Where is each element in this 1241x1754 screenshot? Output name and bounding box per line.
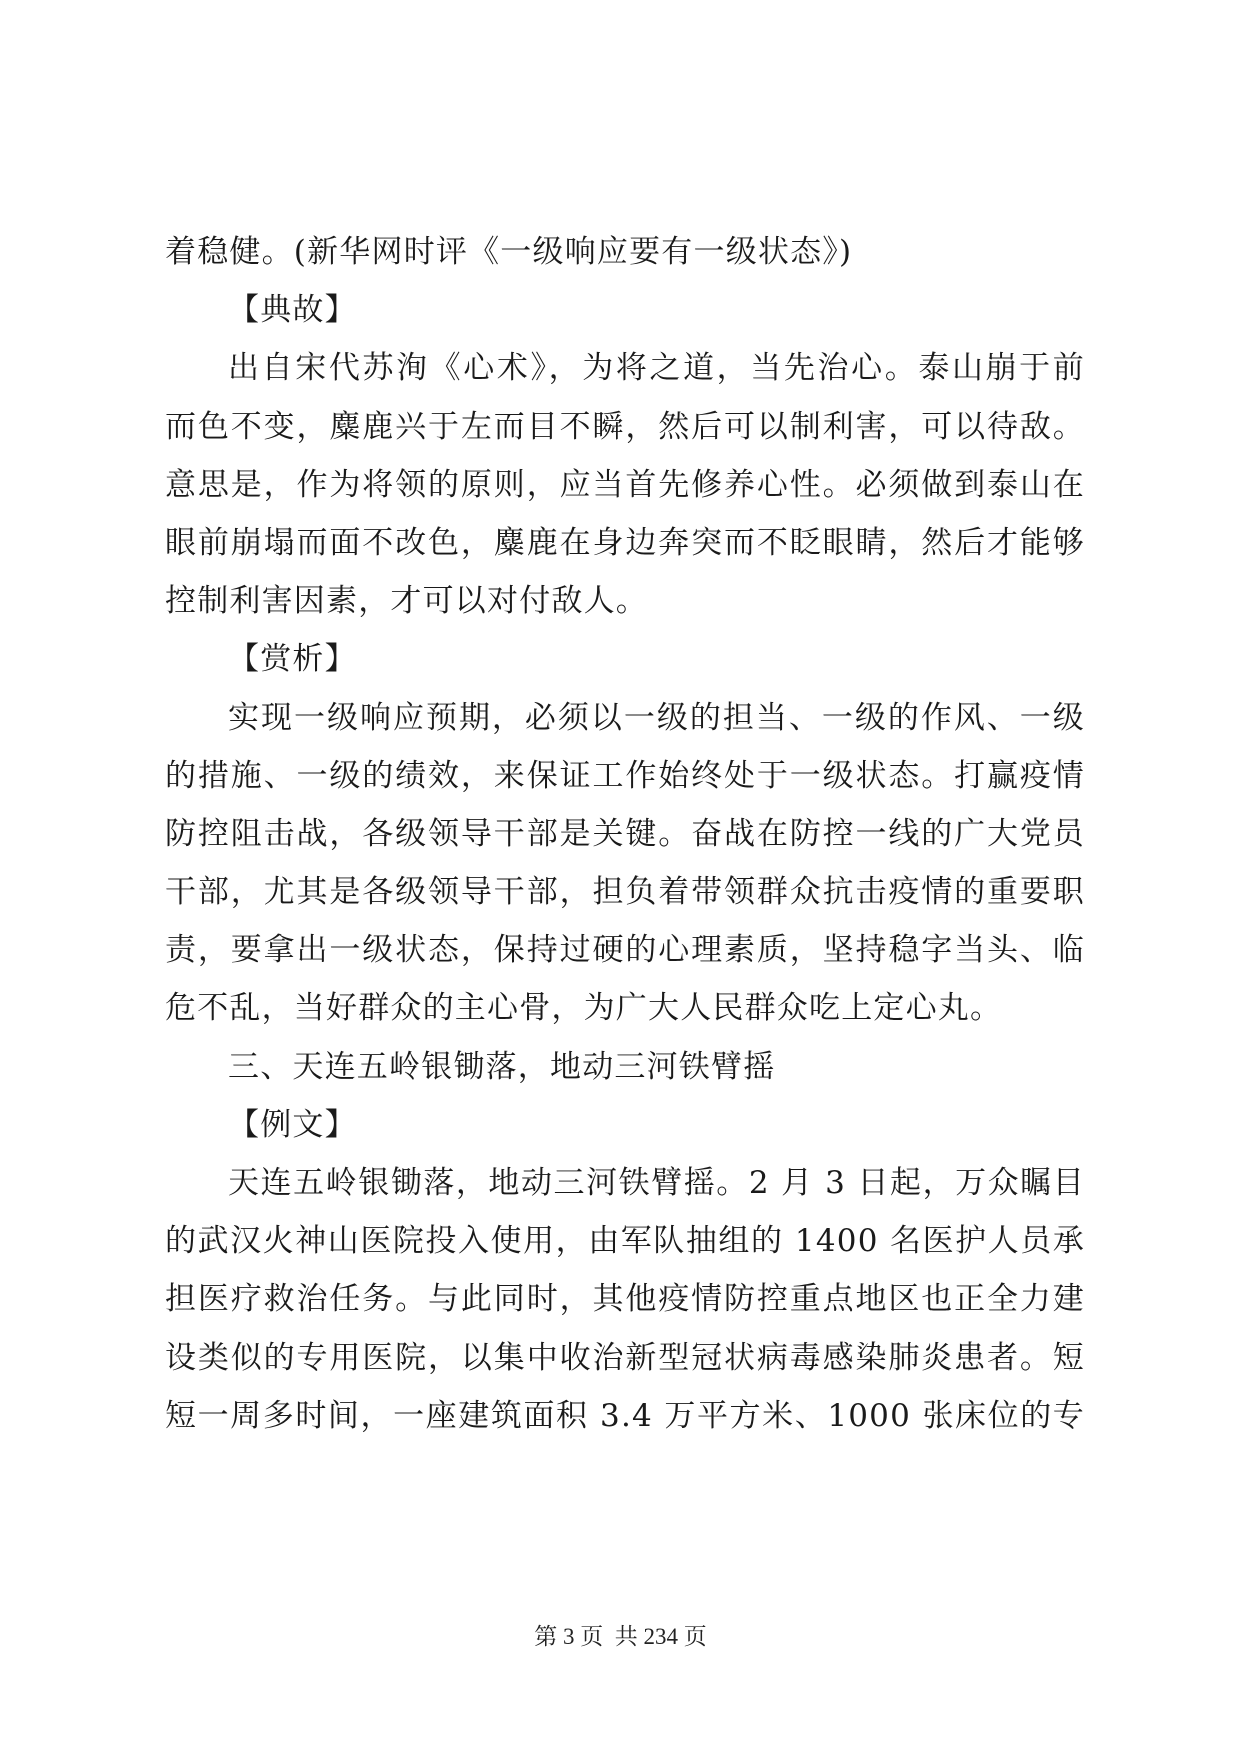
body-text-line: 意思是，作为将领的原则，应当首先修养心性。必须做到泰山在 (165, 466, 1085, 503)
body-text-line: 着稳健。(新华网时评《一级响应要有一级状态》) (165, 234, 853, 270)
body-text-line: 而色不变，麋鹿兴于左而目不瞬，然后可以制利害，可以待敌。 (165, 408, 1085, 445)
page-number-footer: 第 3 页 共 234 页 (534, 1624, 707, 1649)
document-body (165, 223, 1085, 1445)
chapter-heading: 三、天连五岭银锄落，地动三河铁臂摇 (228, 1048, 776, 1085)
body-text-line: 的措施、一级的绩效，来保证工作始终处于一级状态。打赢疫情 (165, 757, 1085, 794)
body-text-line: 控制利害因素，才可以对付敌人。 (165, 583, 648, 620)
body-text-line: 防控阻击战，各级领导干部是关键。奋战在防控一线的广大党员 (165, 815, 1085, 852)
section-heading-liwen: 【例文】 (228, 1106, 357, 1143)
body-text-line: 设类似的专用医院，以集中收治新型冠状病毒感染肺炎患者。短 (165, 1339, 1085, 1376)
body-text-line: 干部，尤其是各级领导干部，担负着带领群众抗击疫情的重要职 (165, 874, 1085, 911)
body-text-line: 危不乱，当好群众的主心骨，为广大人民群众吃上定心丸。 (165, 990, 1003, 1027)
body-text-line: 实现一级响应预期，必须以一级的担当、一级的作风、一级 (228, 699, 1085, 736)
body-text-line: 眼前崩塌而面不改色，麋鹿在身边奔突而不眨眼睛，然后才能够 (165, 524, 1085, 561)
section-heading-shangxi: 【赏析】 (228, 641, 357, 678)
body-text-line: 短一周多时间，一座建筑面积 3.4 万平方米、1000 张床位的专 (165, 1397, 1085, 1434)
section-heading-dianguo: 【典故】 (228, 292, 357, 329)
body-text-line: 天连五岭银锄落，地动三河铁臂摇。2 月 3 日起，万众瞩目 (228, 1165, 1085, 1201)
body-text-line: 出自宋代苏洵《心术》，为将之道，当先治心。泰山崩于前 (228, 350, 1085, 387)
body-text-line: 责，要拿出一级状态，保持过硬的心理素质，坚持稳字当头、临 (165, 932, 1085, 969)
body-text-line: 的武汉火神山医院投入使用，由军队抽组的 1400 名医护人员承 (165, 1223, 1085, 1260)
body-text-line: 担医疗救治任务。与此同时，其他疫情防控重点地区也正全力建 (165, 1281, 1085, 1318)
